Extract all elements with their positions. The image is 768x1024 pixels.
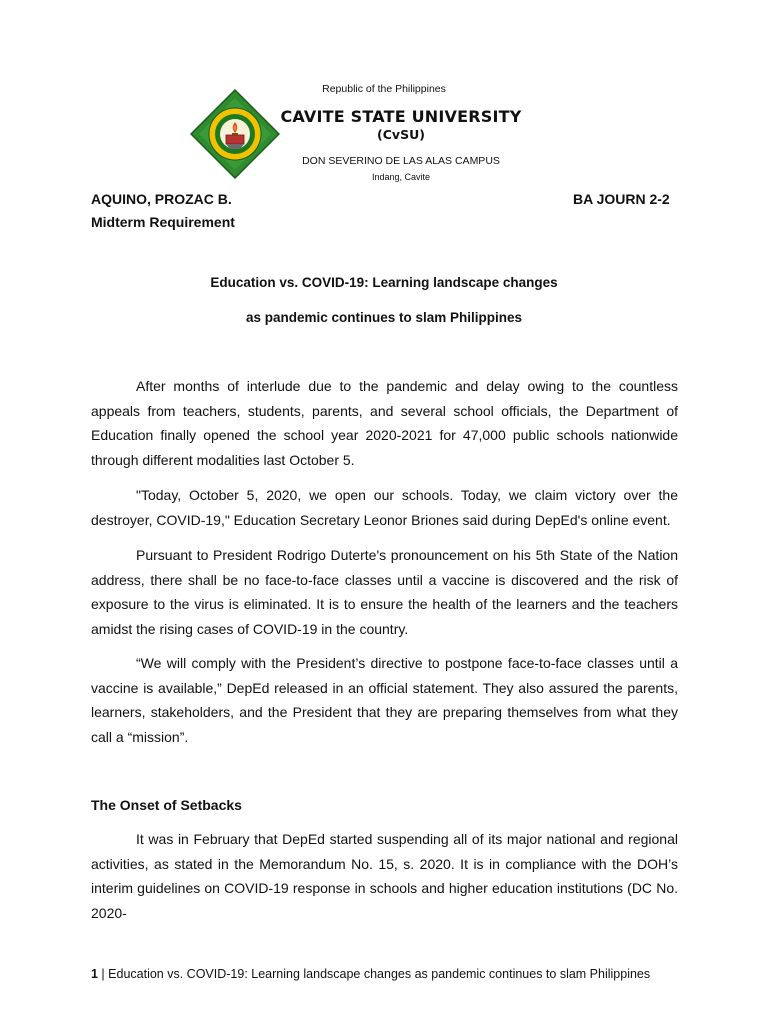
footer-separator: | bbox=[97, 967, 109, 981]
section-heading: The Onset of Setbacks bbox=[91, 797, 242, 813]
page-number: 1 bbox=[91, 967, 98, 981]
article-title-line-1: Education vs. COVID-19: Learning landscape changes bbox=[210, 275, 558, 290]
campus-name: DON SEVERINO DE LAS ALAS CAMPUS bbox=[302, 155, 500, 167]
body-paragraph: "Today, October 5, 2020, we open our schools. Today, we claim victory over the destroyer, COVID-19," Education Secretary Leonor Briones said during DepEd's online event. bbox=[91, 487, 678, 528]
student-name: AQUINO, PROZAC B. bbox=[91, 191, 232, 207]
campus-location: Indang, Cavite bbox=[371, 172, 431, 182]
university-abbreviation: (CvSU) bbox=[377, 127, 425, 142]
requirement-label: Midterm Requirement bbox=[91, 214, 235, 230]
body-paragraph: After months of interlude due to the pandemic and delay owing to the countless appeals from teachers, students, parents, and several school officials, the Department of Education finally opened the school year 2020-2021 for 47,000 public schools nationwide through different modalities last October 5. bbox=[91, 378, 678, 468]
republic-line: Republic of the Philippines bbox=[322, 83, 446, 95]
article-title-line-2: as pandemic continues to slam Philippines bbox=[245, 310, 523, 325]
body-paragraph: Pursuant to President Rodrigo Duterte's pronouncement on his 5th State of the Nation address, there shall be no face-to-face classes until a vaccine is discovered and the risk of exposure to the virus is eliminated. It is to ensure the health of the learners and the teachers amidst the rising cases of COVID-19 in the country. bbox=[91, 547, 678, 637]
body-paragraph: “We will comply with the President’s directive to postpone face-to-face classes until a vaccine is available,” DepEd released in an official statement. They also assured the parents, learners, stakeholders, and the President that they are preparing themselves from what they call a “mission”. bbox=[91, 655, 678, 745]
cvsu-seal-icon bbox=[190, 89, 280, 179]
footer-text: Education vs. COVID-19: Learning landscape changes as pandemic continues to slam Philippines bbox=[108, 967, 651, 981]
student-course: BA JOURN 2-2 bbox=[573, 191, 670, 207]
body-paragraph: It was in February that DepEd started suspending all of its major national and regional activities, as stated in the Memorandum No. 15, s. 2020. It is in compliance with the DOH’s interim guidelines on COVID-19 response in schools and higher education institutions (DC No. 2020- bbox=[91, 831, 678, 921]
page-footer bbox=[91, 967, 650, 981]
university-name: CAVITE STATE UNIVERSITY bbox=[280, 107, 522, 126]
